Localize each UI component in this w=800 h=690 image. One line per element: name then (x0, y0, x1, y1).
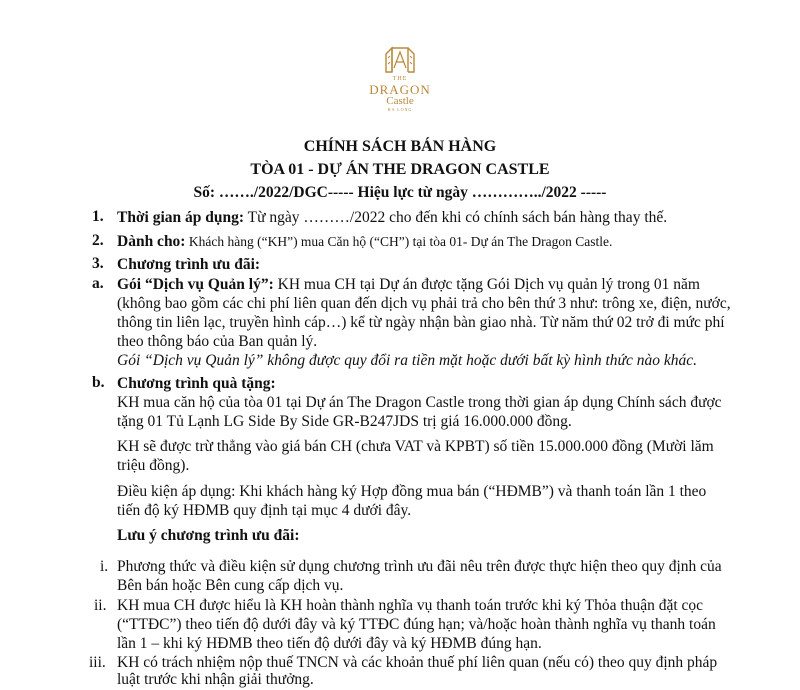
note-i-mark: i. (100, 558, 109, 575)
item-3 (117, 255, 260, 275)
document-number-line: Số: ……./2022/DGC----- Hiệu lực từ ngày …………../2022 ----- (193, 184, 607, 201)
note-ii-line-1: KH mua CH được hiểu là KH hoàn thành nghĩa vụ thanh toán trước khi ký Thỏa thuận đặt cọc (117, 597, 704, 614)
section-a-line-3: thông tin liên lạc, truyền hình cáp…) kể từ ngày nhận bàn giao nhà. Từ năm thứ 02 trở đi mức phí (117, 314, 725, 331)
logo-castle: Castle (386, 95, 414, 107)
item-2 (117, 232, 612, 252)
section-b-p1-line-2: tặng 01 Tủ Lạnh LG Side By Side GR-B247JDS trị giá 16.000.000 đồng. (117, 413, 572, 430)
logo-dragon: DRAGON (369, 82, 431, 97)
section-b-p3-line-1: Điều kiện áp dụng: Khi khách hàng ký Hợp đồng mua bán (“HĐMB”) và thanh toán lần 1 theo (117, 483, 707, 500)
logo-city: HA LONG (387, 107, 413, 112)
section-b-p2-line-2: triệu đồng). (117, 457, 190, 474)
note-i-line-2: Bên bán hoặc Bên cung cấp dịch vụ. (117, 577, 344, 594)
section-b-heading (117, 374, 276, 394)
item-3-label: Chương trình ưu đãi: (117, 256, 261, 273)
section-a-note: Gói “Dịch vụ Quản lý” không được quy đổi ra tiền mặt hoặc dưới bất kỳ hình thức nào khác. (117, 352, 698, 369)
item-1 (117, 208, 667, 228)
note-i-line-1: Phương thức và điều kiện sử dụng chương trình ưu đãi nêu trên được thực hiện theo quy định của (117, 558, 722, 575)
section-a-line-2: (không bao gồm các chi phí liên quan đến dịch vụ phải trả cho bên thứ 3 như: trông xe, điện, nước, (117, 295, 731, 312)
item-1-label: Thời gian áp dụng: (117, 209, 245, 226)
dragon-castle-logo (0, 44, 800, 113)
item-2-number: 2. (92, 232, 104, 249)
item-1-text: Từ ngày ………/2022 cho đến khi có chính sách bán hàng thay thế. (244, 209, 668, 226)
section-b-mark: b. (92, 374, 105, 391)
section-b-p1-line-1: KH mua căn hộ của tòa 01 tại Dự án The Dragon Castle trong thời gian áp dụng Chính sách được (117, 394, 722, 411)
item-2-label: Dành cho: (117, 233, 186, 250)
item-2-text: Khách hàng (“KH”) mua Căn hộ (“CH”) tại tòa 01- Dự án The Dragon Castle. (185, 234, 613, 249)
item-1-number: 1. (92, 208, 104, 225)
note-ii-line-3: lần 1 – khi ký HĐMB theo tiến độ dưới đây và ký HĐMB đúng hạn. (117, 635, 542, 652)
section-a-line-4: theo thông báo của Ban quản lý. (117, 333, 318, 350)
section-a-label: Gói “Dịch vụ Quản lý”: (117, 276, 274, 293)
section-a-line-1 (117, 275, 700, 295)
section-b-p3-line-2: tiến độ ký HĐMB quy định tại mục 4 dưới đây. (117, 502, 412, 519)
castle-emblem-icon (382, 44, 418, 74)
section-b-label: Chương trình quà tặng: (117, 375, 276, 392)
notes-heading (117, 526, 300, 546)
section-a-mark: a. (92, 275, 104, 292)
note-iii-mark: iii. (89, 654, 106, 671)
document-title: CHÍNH SÁCH BÁN HÀNG (303, 138, 497, 155)
section-b-p2-line-1: KH sẽ được trừ thẳng vào giá bán CH (chưa VAT và KPBT) số tiền 15.000.000 đồng (Mười lăm (117, 438, 714, 455)
note-ii-mark: ii. (94, 597, 107, 614)
section-a-text-1: KH mua CH tại Dự án được tặng Gói Dịch vụ quản lý trong 01 năm (273, 276, 700, 293)
notes-heading-label: Lưu ý chương trình ưu đãi: (117, 527, 300, 544)
document-subtitle: TÒA 01 - DỰ ÁN THE DRAGON CASTLE (250, 161, 550, 178)
note-iii-line-1: KH có trách nhiệm nộp thuế TNCN và các khoản thuế phí liên quan (nếu có) theo quy định pháp (117, 654, 718, 671)
logo-the: THE (392, 76, 408, 82)
note-iii-line-2: luật trước khi nhận giải thưởng. (117, 671, 314, 688)
note-ii-line-2: (“TTĐC”) theo tiến độ dưới đây và ký TTĐC đúng hạn; và/hoặc hoàn thành nghĩa vụ thanh toán (117, 616, 716, 633)
item-3-number: 3. (92, 255, 104, 272)
